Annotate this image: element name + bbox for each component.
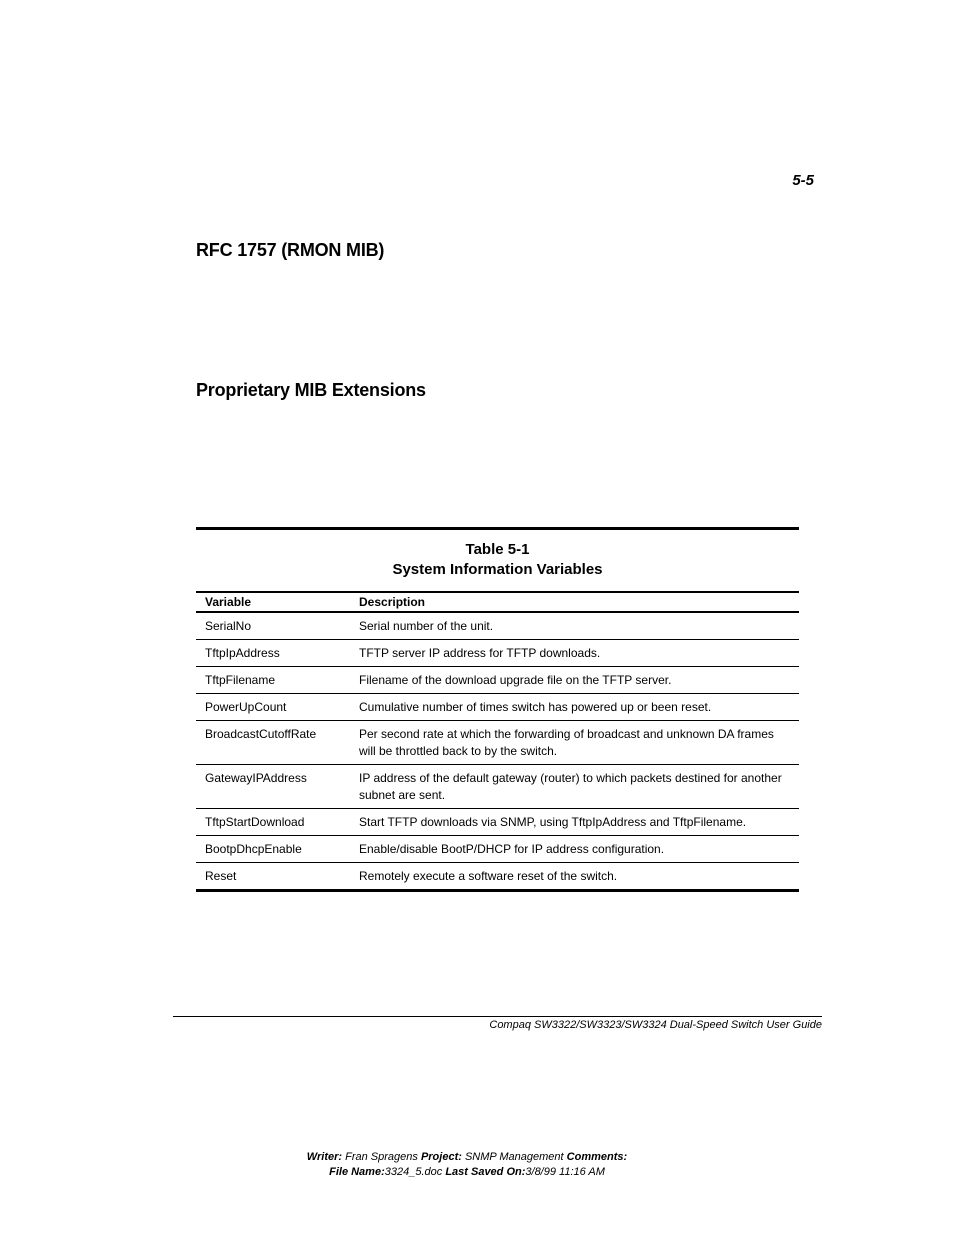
saved-label: Last Saved On:: [445, 1166, 526, 1178]
table-row: [196, 809, 799, 836]
description-cell: Serial number of the unit.: [350, 612, 799, 640]
table-row: [196, 667, 799, 694]
footer-divider: [173, 1016, 822, 1017]
description-cell: Enable/disable BootP/DHCP for IP address configuration.: [350, 836, 799, 863]
writer-value: Fran Spragens: [345, 1151, 418, 1163]
description-cell: Filename of the download upgrade file on the TFTP server.: [350, 667, 799, 694]
variable-cell: PowerUpCount: [196, 694, 350, 721]
section-heading-rfc: RFC 1757 (RMON MIB): [196, 240, 385, 260]
table-row: [196, 863, 799, 891]
variable-cell: BroadcastCutoffRate: [196, 721, 350, 765]
table-row: [196, 694, 799, 721]
section-heading-proprietary: Proprietary MIB Extensions: [196, 380, 426, 400]
table-block: [196, 527, 799, 892]
variable-cell: GatewayIPAddress: [196, 765, 350, 809]
table-row: [196, 721, 799, 765]
table-caption: [196, 530, 799, 591]
writer-info-line-2: [0, 1165, 934, 1180]
variable-cell: TftpFilename: [196, 667, 350, 694]
table-row: [196, 765, 799, 809]
variable-cell: SerialNo: [196, 612, 350, 640]
writer-label: Writer:: [306, 1151, 343, 1163]
table-row: [196, 640, 799, 667]
page-number: 5-5: [792, 172, 814, 189]
table-title: System Information Variables: [392, 561, 603, 578]
column-header-variable: Variable: [196, 592, 350, 612]
description-cell: TFTP server IP address for TFTP downloads.: [350, 640, 799, 667]
project-value: SNMP Management: [464, 1151, 564, 1163]
project-label: Project:: [420, 1151, 462, 1163]
variable-cell: TftpStartDownload: [196, 809, 350, 836]
variable-cell: TftpIpAddress: [196, 640, 350, 667]
system-info-table: [196, 591, 799, 892]
description-cell: IP address of the default gateway (router) to which packets destined for another subnet are sent.: [350, 765, 799, 809]
table-header-row: [196, 592, 799, 612]
comments-label: Comments:: [566, 1151, 628, 1163]
filename-label: File Name:: [329, 1166, 385, 1178]
variable-cell: BootpDhcpEnable: [196, 836, 350, 863]
table-number: Table 5-1: [465, 541, 530, 558]
table-row: [196, 612, 799, 640]
saved-value: 3/8/99 11:16 AM: [525, 1166, 605, 1178]
table-row: [196, 836, 799, 863]
description-cell: Per second rate at which the forwarding of broadcast and unknown DA frames will be throttled back to by the switch.: [350, 721, 799, 765]
description-cell: Cumulative number of times switch has powered up or been reset.: [350, 694, 799, 721]
writer-info-line-1: [0, 1150, 934, 1165]
variable-cell: Reset: [196, 863, 350, 891]
footer-guide-title: Compaq SW3322/SW3323/SW3324 Dual-Speed Switch User Guide: [489, 1019, 822, 1031]
filename-value: 3324_5.doc: [384, 1166, 443, 1178]
description-cell: Start TFTP downloads via SNMP, using TftpIpAddress and TftpFilename.: [350, 809, 799, 836]
column-header-description: Description: [350, 592, 799, 612]
description-cell: Remotely execute a software reset of the switch.: [350, 863, 799, 891]
